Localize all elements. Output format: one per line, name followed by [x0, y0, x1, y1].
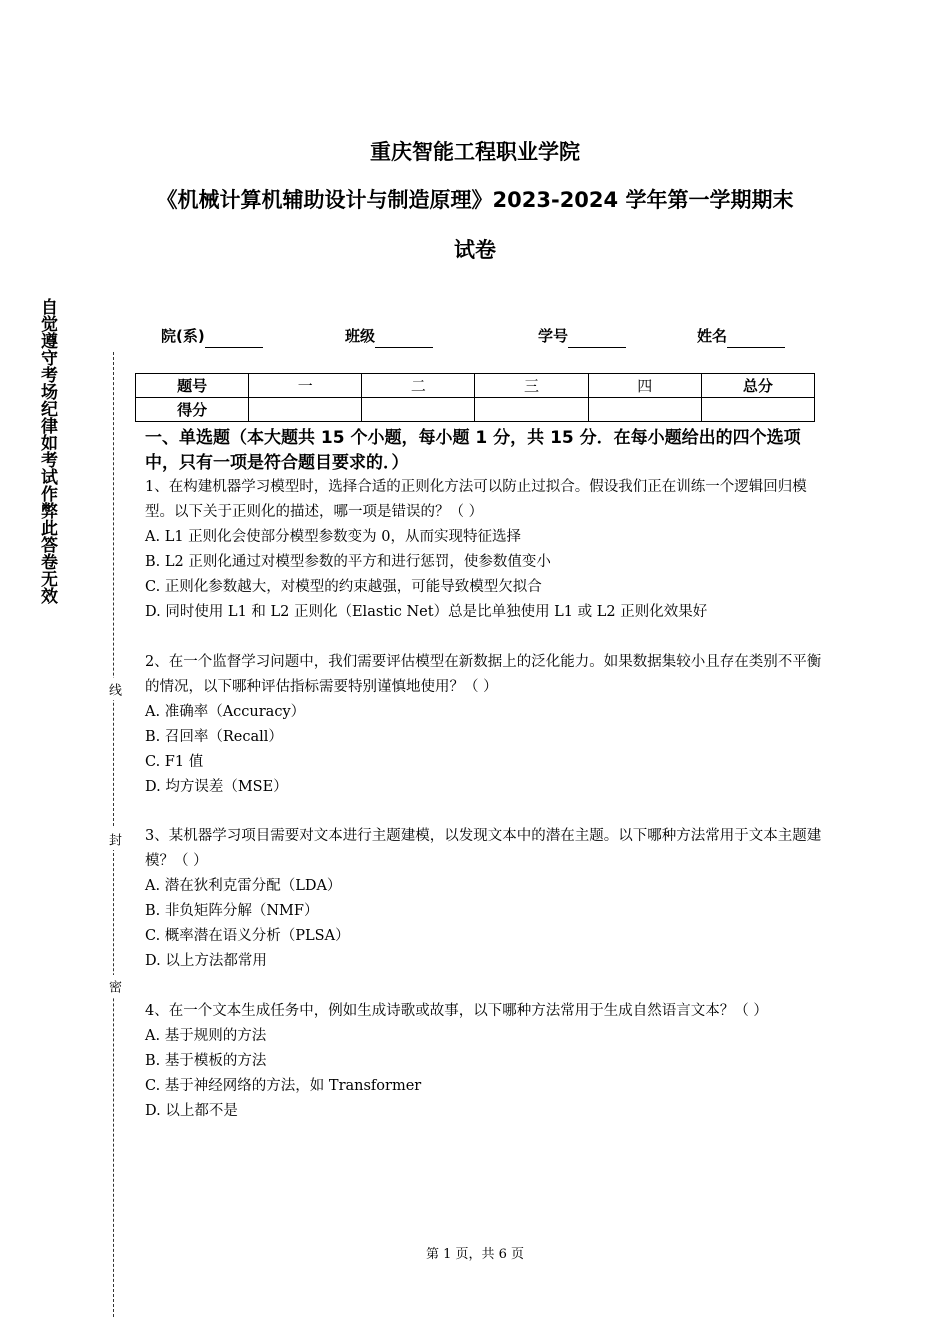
exam-discipline-warning: 自觉遵守考场纪律如考试作弊此答卷无效 [37, 298, 57, 604]
option-d[interactable]: D. 均方误差（MSE） [145, 779, 288, 795]
department-field[interactable] [161, 324, 263, 348]
score-cell[interactable] [249, 398, 362, 422]
department-blank[interactable] [205, 327, 263, 348]
cut-mark-line: 线 [104, 678, 124, 700]
question-stem: 1、在构建机器学习模型时，选择合适的正则化方法可以防止过拟合。假设我们正在训练一个逻辑回归模型。以下关于正则化的描述，哪一项是错误的？（ ） [145, 479, 807, 520]
student-id-field[interactable] [538, 324, 626, 348]
score-table-score-row [136, 398, 815, 422]
score-header-cell: 二 [362, 374, 475, 398]
score-row-label: 得分 [136, 398, 249, 422]
option-d[interactable]: D. 以上方法都常用 [145, 953, 267, 969]
question-4 [145, 999, 830, 1124]
score-header-cell: 题号 [136, 374, 249, 398]
option-c[interactable]: C. 基于神经网络的方法，如 Transformer [145, 1078, 422, 1094]
section-heading: 一、单选题（本大题共 15 个小题，每小题 1 分，共 15 分．在每小题给出的四个选项中，只有一项是符合题目要求的．） [145, 428, 801, 473]
option-b[interactable]: B. L2 正则化通过对模型参数的平方和进行惩罚，使参数值变小 [145, 554, 551, 570]
question-2 [145, 650, 830, 800]
name-label: 姓名 [697, 327, 728, 345]
option-a[interactable]: A. L1 正则化会使部分模型参数变为 0，从而实现特征选择 [145, 529, 521, 545]
question-stem: 2、在一个监督学习问题中，我们需要评估模型在新数据上的泛化能力。如果数据集较小且存在类别不平衡的情况，以下哪种评估指标需要特别谨慎地使用？（ ） [145, 654, 822, 695]
class-label: 班级 [345, 327, 376, 345]
option-c[interactable]: C. 概率潜在语义分析（PLSA） [145, 928, 350, 944]
student-id-blank[interactable] [568, 327, 626, 348]
school-name: 重庆智能工程职业学院 [370, 140, 580, 164]
option-a[interactable]: A. 基于规则的方法 [145, 1028, 267, 1044]
option-b[interactable]: B. 基于模板的方法 [145, 1053, 267, 1069]
question-3 [145, 824, 830, 974]
exam-title-line2: 试卷 [454, 238, 496, 262]
option-b[interactable]: B. 非负矩阵分解（NMF） [145, 903, 319, 919]
score-header-cell: 一 [249, 374, 362, 398]
score-header-cell: 三 [475, 374, 588, 398]
class-field[interactable] [345, 324, 433, 348]
page-number: 第 1 页，共 6 页 [425, 1247, 525, 1262]
department-label: 院(系) [161, 327, 205, 345]
option-a[interactable]: A. 准确率（Accuracy） [145, 704, 306, 720]
cut-mark-secret: 密 [104, 975, 124, 997]
name-field[interactable] [697, 324, 785, 348]
score-table-header-row [136, 374, 815, 398]
score-cell[interactable] [701, 398, 814, 422]
name-blank[interactable] [727, 327, 785, 348]
student-id-label: 学号 [538, 327, 569, 345]
question-stem: 3、某机器学习项目需要对文本进行主题建模，以发现文本中的潜在主题。以下哪种方法常用于文本主题建模？（ ） [145, 828, 822, 869]
question-1 [145, 475, 830, 625]
score-cell[interactable] [588, 398, 701, 422]
score-cell[interactable] [475, 398, 588, 422]
option-c[interactable]: C. 正则化参数越大，对模型的约束越强，可能导致模型欠拟合 [145, 579, 542, 595]
exam-title-line1: 《机械计算机辅助设计与制造原理》2023-2024 学年第一学期期末 [156, 188, 794, 212]
score-header-cell: 总分 [701, 374, 814, 398]
class-blank[interactable] [375, 327, 433, 348]
score-header-cell: 四 [588, 374, 701, 398]
option-d[interactable]: D. 同时使用 L1 和 L2 正则化（Elastic Net）总是比单独使用 L1 或 L2 正则化效果好 [145, 604, 708, 620]
score-table [135, 373, 815, 422]
student-info-row [0, 324, 950, 350]
score-cell[interactable] [362, 398, 475, 422]
option-d[interactable]: D. 以上都不是 [145, 1103, 238, 1119]
cut-mark-seal: 封 [104, 828, 124, 850]
option-a[interactable]: A. 潜在狄利克雷分配（LDA） [145, 878, 342, 894]
question-stem: 4、在一个文本生成任务中，例如生成诗歌或故事，以下哪种方法常用于生成自然语言文本？（ ） [145, 1003, 768, 1019]
option-b[interactable]: B. 召回率（Recall） [145, 729, 283, 745]
option-c[interactable]: C. F1 值 [145, 754, 204, 770]
